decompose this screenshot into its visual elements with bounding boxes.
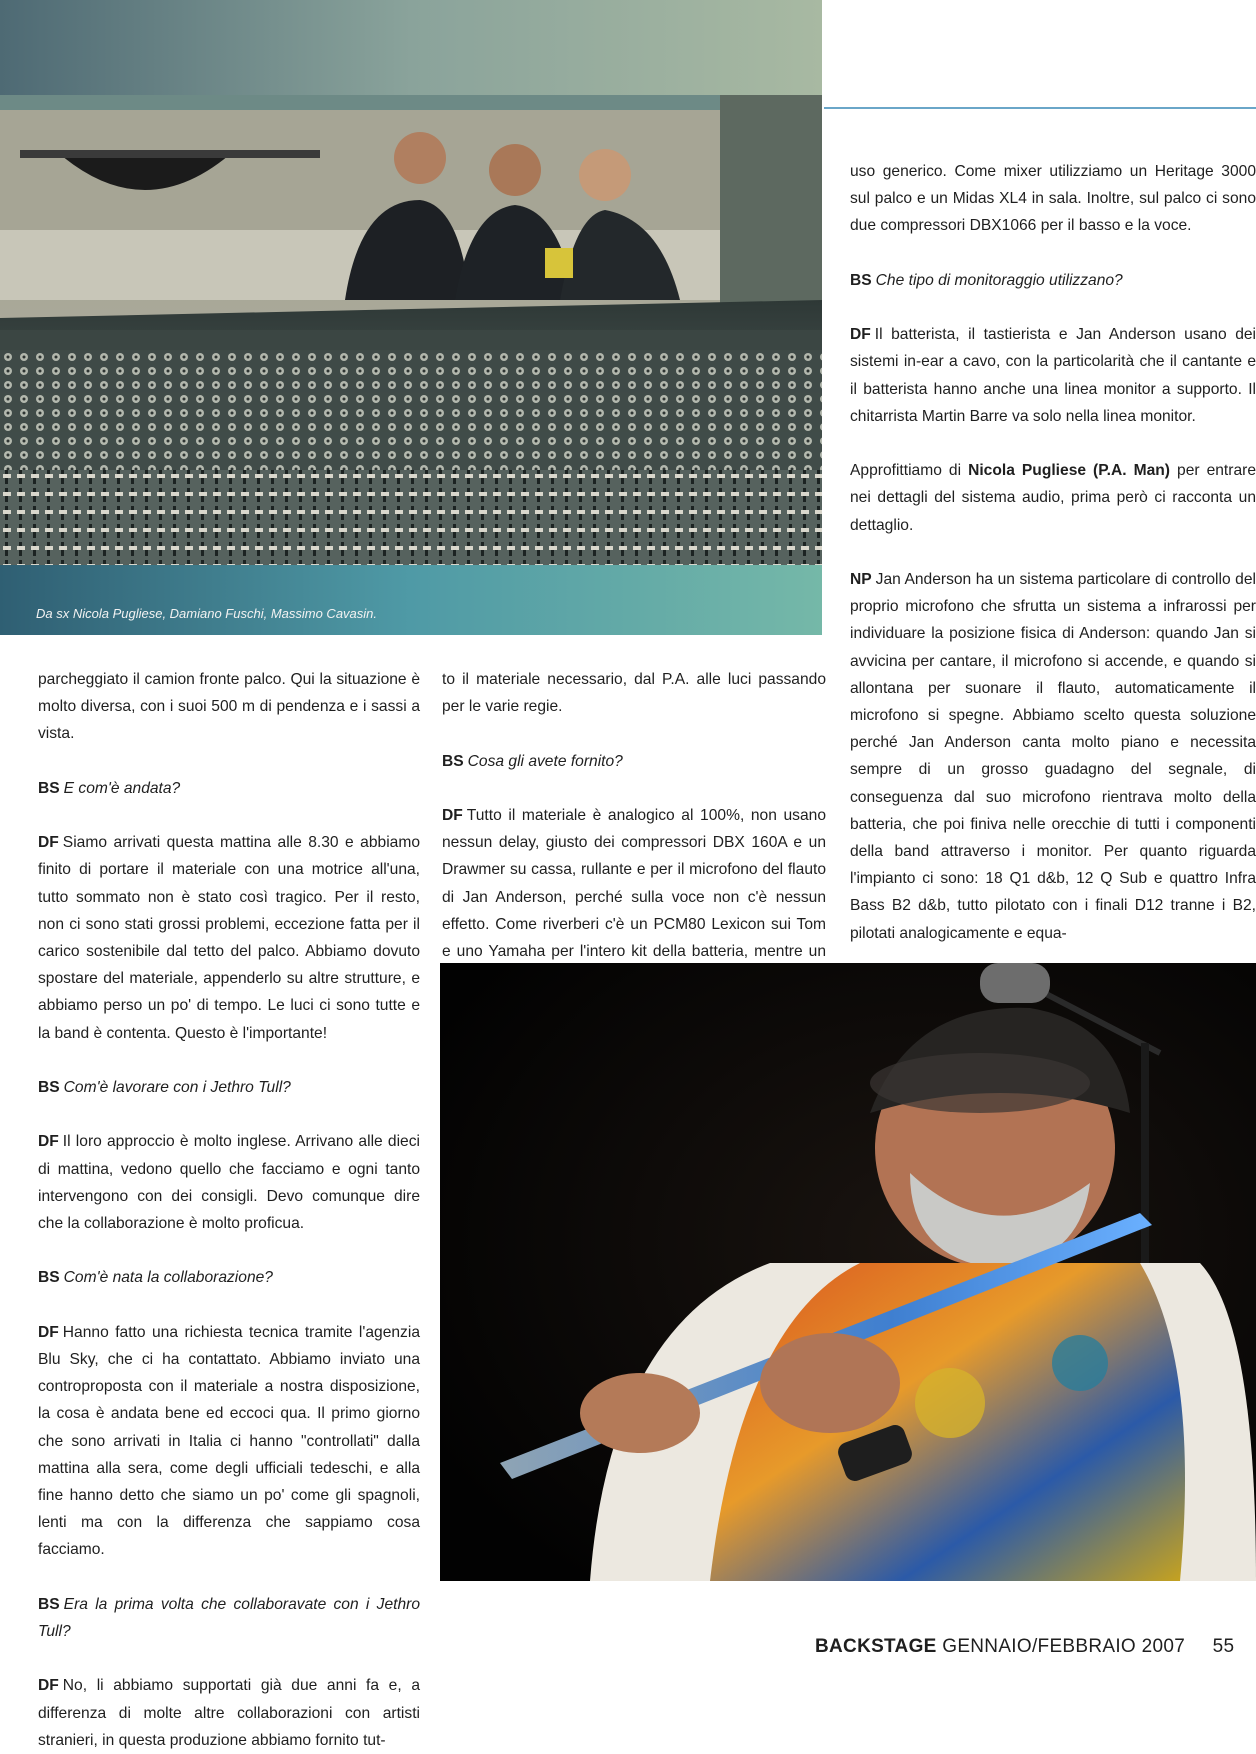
magazine-name: BACKSTAGE bbox=[815, 1636, 937, 1657]
column-right bbox=[850, 158, 1256, 947]
question-text: Che tipo di monitoraggio utilizzano? bbox=[875, 271, 1123, 289]
answer-text: Hanno fatto una richiesta tecnica tramite l'agenzia Blu Sky, che ci ha contattato. Abbiamo inviato una controproposta con il materiale a nostra disposizione, la cosa è andata bene ed eccoci qua. Il primo giorno che sono arrivati in Italia ci hanno "controllati" dalla mattina alla sera, come degli ufficiali tedeschi, e alla fine hanno detto che siamo un po' come gli spagnoli, lenti ma con la differenza che sappiamo cosa facciamo. bbox=[38, 1323, 420, 1559]
question bbox=[38, 1074, 420, 1101]
answer bbox=[38, 829, 420, 1047]
paragraph: uso generico. Come mixer utilizziamo un Heritage 3000 sul palco e un Midas XL4 in sala. Inoltre, sul palco ci sono due compressori DBX1066 per il basso e la voce. bbox=[850, 163, 1256, 235]
question bbox=[38, 775, 420, 802]
paragraph: to il materiale necessario, dal P.A. alle luci passando per le varie regie. bbox=[442, 671, 826, 716]
intro-paragraph bbox=[850, 457, 1256, 539]
issue-date: GENNAIO/FEBBRAIO 2007 bbox=[942, 1636, 1186, 1657]
question-text: Com'è lavorare con i Jethro Tull? bbox=[63, 1079, 291, 1096]
console-photo-image bbox=[0, 0, 822, 635]
question-text: E com'è andata? bbox=[63, 779, 181, 797]
speaker-tag: DF bbox=[38, 834, 59, 852]
answer-text: Tutto il materiale è analogico al 100%, non usano nessun delay, giusto dei compressori DBX 160A e un Drawmer su cassa, rullante e per il microfono del flauto di Jan Anderson, perché sulla voce non c'è nessun effetto. Come riverberi c'è un PCM80 Lexicon sui Tom e uno Yamaha per l'intero kit della batteria, mentre un bbox=[442, 806, 826, 960]
intro-text-before: Approfittiamo di bbox=[850, 462, 962, 480]
question-text: Com'è nata la collaborazione? bbox=[63, 1269, 273, 1287]
speaker-tag: DF bbox=[850, 326, 871, 344]
flute-player-image bbox=[440, 963, 1256, 1581]
question bbox=[442, 748, 826, 775]
speaker-tag: DF bbox=[38, 1133, 59, 1151]
paragraph: parcheggiato il camion fronte palco. Qui la situazione è molto diversa, con i suoi 500 m di pendenza e i sassi a vista. bbox=[38, 671, 420, 743]
answer bbox=[38, 1319, 420, 1564]
answer-text: Jan Anderson ha un sistema particolare di controllo del proprio microfono che sfrutta un sistema a infrarossi per individuare la posizione fisica di Anderson: quando Jan si avvicina per cantare, il microfono si accende, e quando si allontana per suonare il flauto, automaticamente il microfono si spegne. Abbiamo scelto questa soluzione perché Jan Anderson canta molto piano e necessita sempre di un grosso guadagno del segnale, di conseguenza dal suo microfono rientrava molto della batteria, che poi finiva nelle orecchie di tutti i componenti della band attraverso i monitor. Per quanto riguarda l'impianto ci sono: 18 Q1 d&b, 12 Q Sub e quattro Infra Bass B2 d&b, tutto pilotato con i finali D12 tranne i B2, pilotati analogicamente e equa- bbox=[850, 570, 1256, 942]
accent-rule bbox=[824, 107, 1256, 109]
answer bbox=[38, 1128, 420, 1237]
intro-name: Nicola Pugliese (P.A. Man) bbox=[968, 462, 1170, 480]
speaker-tag: NP bbox=[850, 570, 872, 588]
column-middle bbox=[442, 666, 826, 992]
speaker-tag: DF bbox=[38, 1323, 59, 1341]
question-text: Cosa gli avete fornito? bbox=[467, 752, 623, 770]
answer-text: No, li abbiamo supportati già due anni fa e, a differenza di molte altre collaborazioni con artisti stranieri, in questa produzione abbiamo fornito tut- bbox=[38, 1677, 420, 1749]
speaker-tag: BS bbox=[38, 1269, 60, 1287]
speaker-tag: BS bbox=[850, 271, 872, 289]
question bbox=[850, 267, 1256, 294]
answer-text: Il loro approccio è molto inglese. Arrivano alle dieci di mattina, vedono quello che facciamo e ogni tanto intervengono con dei consigli. Devo comunque dire che la collaborazione è molto proficua. bbox=[38, 1133, 420, 1232]
answer-text: Il batterista, il tastierista e Jan Anderson usano dei sistemi in-ear a cavo, con la particolarità che il cantante e il batterista hanno anche una linea monitor a supporto. Il chitarrista Martin Barre va solo nella linea monitor. bbox=[850, 326, 1256, 425]
page-footer bbox=[815, 1636, 1235, 1658]
question-text: Era la prima volta che collaboravate con i Jethro Tull? bbox=[38, 1595, 420, 1640]
answer bbox=[38, 1672, 420, 1754]
speaker-tag: BS bbox=[38, 1595, 60, 1613]
page-number: 55 bbox=[1212, 1636, 1235, 1657]
answer bbox=[850, 566, 1256, 947]
answer bbox=[850, 321, 1256, 430]
speaker-tag: BS bbox=[442, 752, 464, 770]
speaker-tag: DF bbox=[442, 806, 463, 824]
speaker-tag: BS bbox=[38, 1079, 60, 1096]
speaker-tag: DF bbox=[38, 1677, 59, 1695]
speaker-tag: BS bbox=[38, 779, 60, 797]
photo-caption: Da sx Nicola Pugliese, Damiano Fuschi, Massimo Cavasin. bbox=[36, 606, 378, 621]
intro-text-after: per entrare nei dettagli del sistema audio, prima però ci racconta un dettaglio. bbox=[850, 462, 1256, 534]
question bbox=[38, 1591, 420, 1645]
column-left bbox=[38, 666, 420, 1754]
answer-text: Siamo arrivati questa mattina alle 8.30 e abbiamo finito di portare il materiale con una motrice all'una, tutto sommato non è stato così tragico. Per il resto, non ci sono stati grossi problemi, eccezione fatta per il carico sostenibile dal tetto del palco. Abbiamo dovuto spostare del materiale, appenderlo su altre strutture, e abbiamo perso un po' di tempo. Le luci ci sono tutte e la band è contenta. Questo è l'importante! bbox=[38, 834, 420, 1042]
flute-player-photo bbox=[440, 963, 1256, 1581]
question bbox=[38, 1264, 420, 1291]
console-photo bbox=[0, 0, 822, 635]
